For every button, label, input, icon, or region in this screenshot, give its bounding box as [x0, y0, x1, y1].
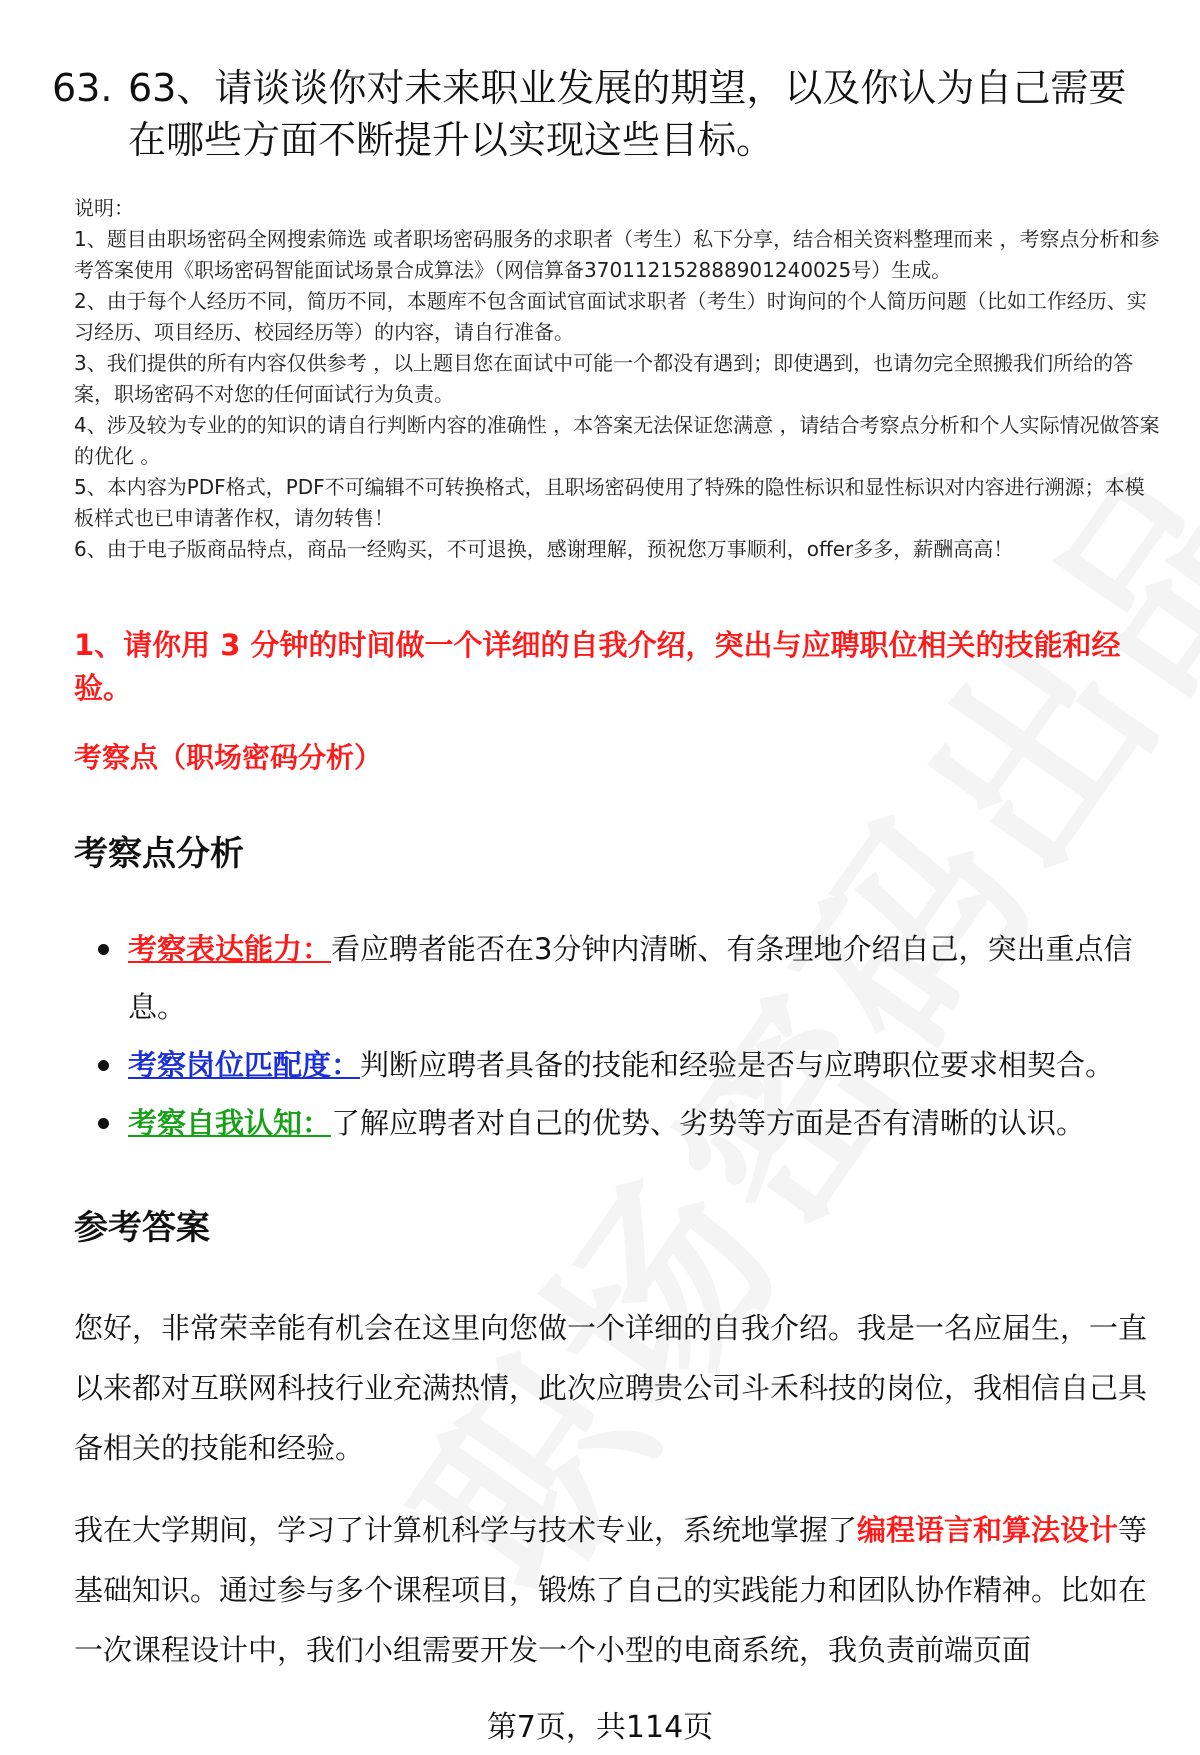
analysis-item [96, 920, 1146, 1036]
answer-highlight: 编程语言和算法设计 [857, 1513, 1119, 1547]
answer-heading: 参考答案 [74, 1208, 210, 1248]
notes-section [74, 193, 1164, 565]
analysis-list [96, 920, 1146, 1152]
analysis-heading: 考察点分析 [74, 834, 244, 874]
analysis-keyword: 考察表达能力： [128, 932, 332, 966]
question-title [52, 62, 1152, 166]
note-item: 1、题目由职场密码全网搜索筛选 或者职场密码服务的求职者（考生）私下分享，结合相关资料整理而来 ，考察点分析和参考答案使用《职场密码智能面试场景合成算法》（网信算备370112152888901240025号）生成。 [74, 227, 1160, 282]
analysis-text: 看应聘者能否在3分钟内清晰、有条理地介绍自己，突出重点信息。 [128, 932, 1133, 1024]
page-footer: 第7页，共114页 [486, 1710, 714, 1745]
note-item: 3、我们提供的所有内容仅供参考 ，以上题目您在面试中可能一个都没有遇到；即使遇到，也请勿完全照搬我们所给的答案，职场密码不对您的任何面试行为负责。 [74, 351, 1134, 406]
note-item: 2、由于每个人经历不同，简历不同，本题库不包含面试官面试求职者（考生）时询问的个人简历问题（比如工作经历、实习经历、项目经历、校园经历等）的内容，请自行准备。 [74, 289, 1147, 344]
analysis-text: 了解应聘者对自己的优势、劣势等方面是否有清晰的认识。 [331, 1106, 1086, 1140]
analysis-text: 判断应聘者具备的技能和经验是否与应聘职位要求相契合。 [360, 1048, 1115, 1082]
assessment-points-heading: 考察点（职场密码分析） [74, 741, 383, 774]
question-title-text: 63、请谈谈你对未来职业发展的期望，以及你认为自己需要在哪些方面不断提升以实现这些目标。 [128, 66, 1127, 162]
answer-paragraph-1: 您好，非常荣幸能有机会在这里向您做一个详细的自我介绍。我是一名应届生，一直以来都对互联网科技行业充满热情，此次应聘贵公司斗禾科技的岗位，我相信自己具备相关的技能和经验。 [74, 1311, 1148, 1465]
bullet-icon [98, 944, 109, 955]
analysis-item [96, 1036, 1146, 1094]
answer-text: 我在大学期间，学习了计算机科学与技术专业，系统地掌握了 [74, 1513, 858, 1547]
analysis-keyword: 考察岗位匹配度： [128, 1048, 361, 1082]
analysis-keyword: 考察自我认知： [128, 1106, 332, 1140]
question-number: 63. [52, 66, 113, 110]
notes-heading: 说明： [74, 196, 134, 220]
note-item: 6、由于电子版商品特点，商品一经购买，不可退换，感谢理解，预祝您万事顺利，offer多多，薪酬高高！ [74, 537, 1014, 561]
bullet-icon [98, 1060, 109, 1071]
answer-text: 等基础知识。通过参与多个课程项目，锻炼了自己的实践能力和团队协作精神。比如在一次课程设计中，我们小组需要开发一个小型的电商系统，我负责前端页面 [74, 1513, 1148, 1667]
note-item: 4、涉及较为专业的的知识的请自行判断内容的准确性 ，本答案无法保证您满意 ，请结合考察点分析和个人实际情况做答案的优化 。 [74, 413, 1160, 468]
analysis-item [96, 1094, 1146, 1152]
interview-question: 1、请你用 3 分钟的时间做一个详细的自我介绍，突出与应聘职位相关的技能和经验。 [74, 628, 1121, 705]
note-item: 5、本内容为PDF格式，PDF不可编辑不可转换格式，且职场密码使用了特殊的隐性标识和显性标识对内容进行溯源；本模板样式也已申请著作权，请勿转售！ [74, 475, 1145, 530]
answer-paragraph-2 [74, 1500, 1154, 1680]
bullet-icon [98, 1118, 109, 1129]
